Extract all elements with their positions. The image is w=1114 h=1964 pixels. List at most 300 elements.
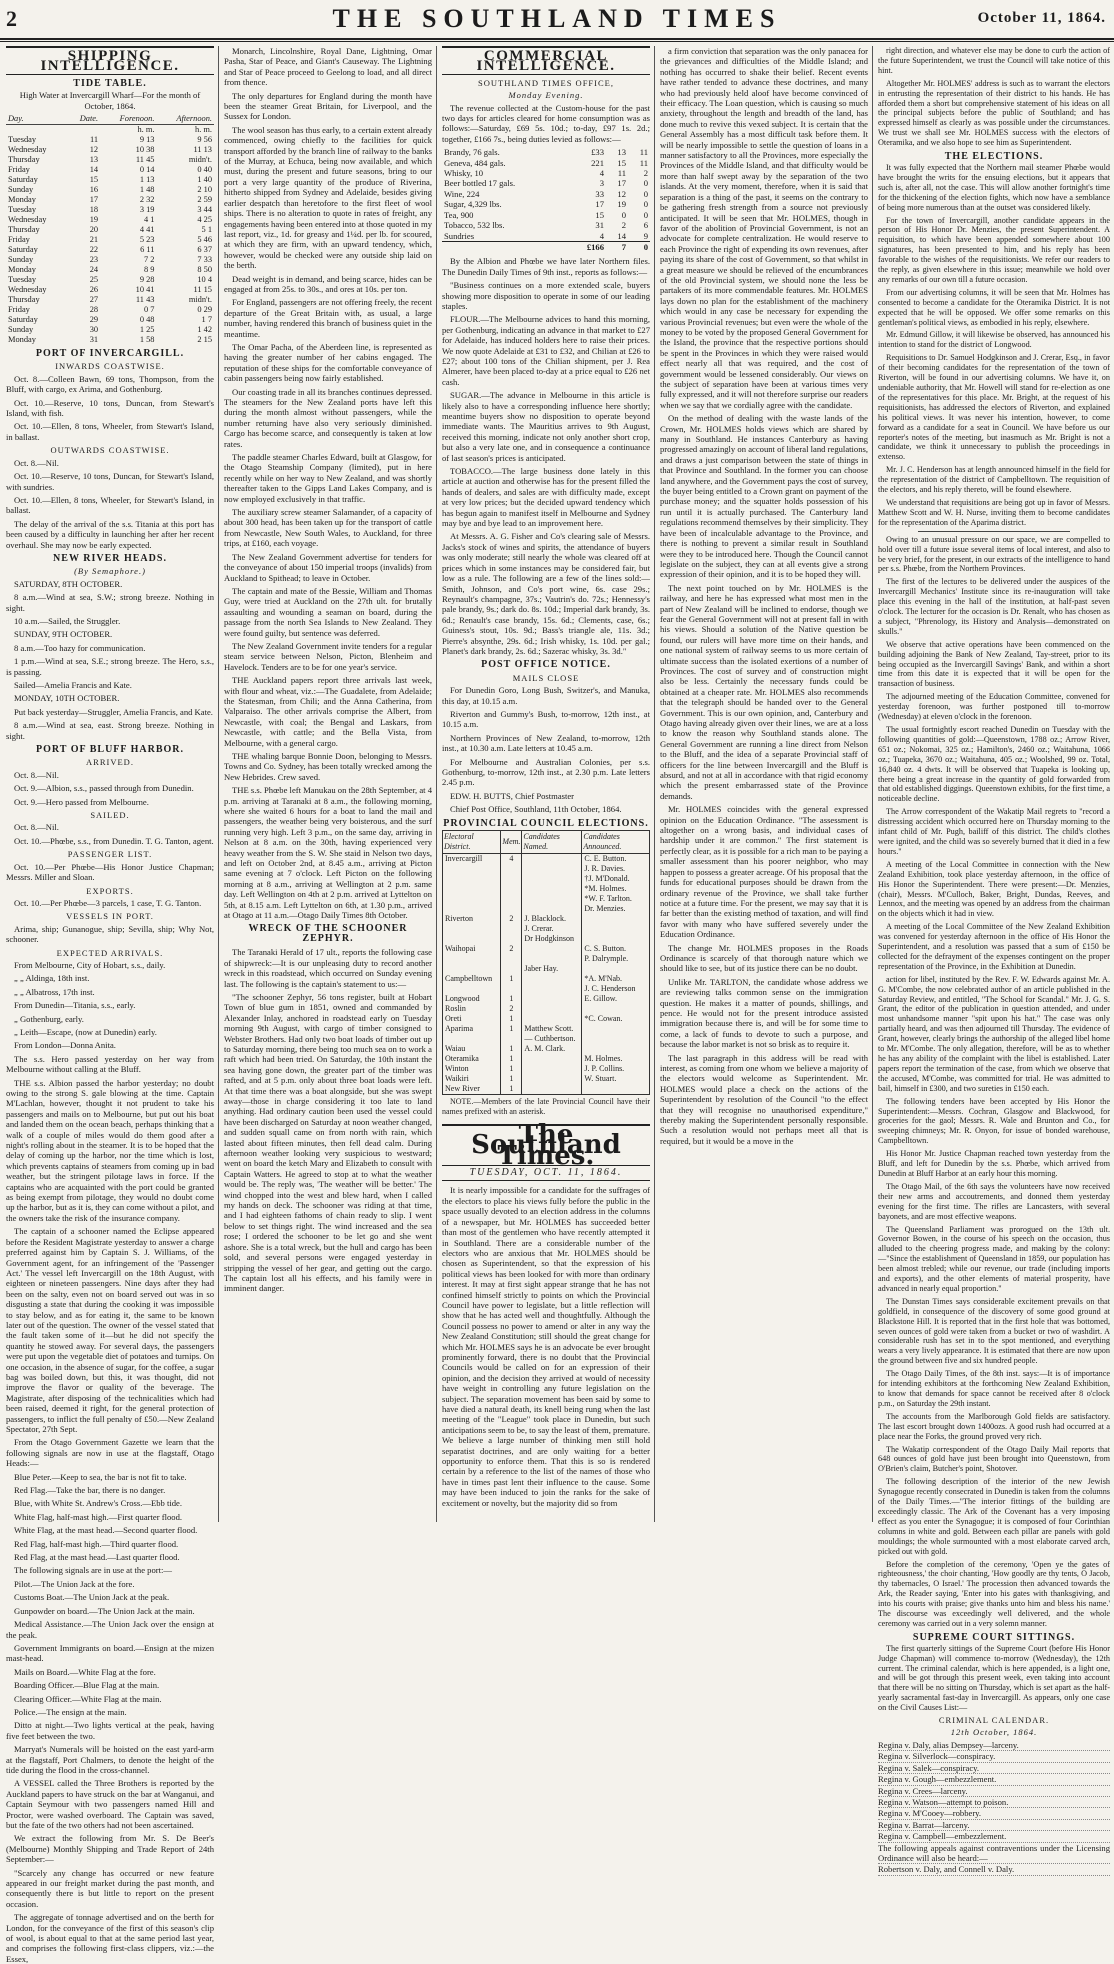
revenue-total-cell: 0	[628, 241, 650, 252]
paragraph: The Queensland Parliament was prorogued on the 13th ult. Governor Bowen, in the course of his speech on the occasion, thus alluded to the cheering progress made, and making by the colony:—"Since the establishment of Queensland in 1859, our population has been almost trebled; while our revenue, our trade (including imports and exports), and the other elements of material prosperity, have advanced in nearly equal proportion."	[878, 1224, 1110, 1293]
paragraph: TOBACCO.—The large business done lately in this article at auction and otherwise has for the present filled the hands of dealers, and sales are with difficulty made, except at very low prices; but the decided upward tendency which has begun again to manifest itself in Melbourne and Sydney may bye and bye lead to an improvement here.	[442, 466, 650, 529]
tide-cell: 31	[89, 335, 99, 345]
revenue-cell: 13	[617, 147, 626, 158]
elect-col-members: Mem.	[501, 831, 522, 854]
paragraph: The wool season has thus early, to a certain extent already commenced, owing chiefly to the facilities for quick transport afforded by the branch line of railway to the banks of the Murray, at Echuca, being now available, and which must, during the present and future seasons, bring to our port a very large quantity of the produce of Riverina, hitherto shipped from Sydney and Adelaide, besides giving earlier despatch than heretofore to the first fleet of wool ships. There is no alteration to quote in rates of freight, any engagements having been entered into at those quoted in my last report, viz., 1d. for greasy and 1¼d. per lb. for scoured, at which they are firm, with an upward tendency, which, however, would be checked were any outside ship laid on the berth.	[224, 124, 432, 271]
election-cell	[582, 964, 650, 974]
revenue-cell: Sundries	[444, 230, 475, 241]
election-cell: A. M. Clark.	[522, 1044, 582, 1054]
revenue-row	[442, 147, 650, 157]
election-cell: Campbelltown	[443, 974, 501, 994]
revenue-cell: 15	[595, 209, 604, 220]
tide-cell: 2 32	[139, 195, 155, 205]
election-cell: 1	[501, 1014, 522, 1024]
election-cell: Jaber Hay.	[522, 964, 582, 974]
election-cell: 1	[501, 1074, 522, 1084]
column-rule	[654, 46, 655, 1522]
semaphore-note: (By Semaphore.)	[74, 566, 146, 577]
paragraph: Regina v. Silverlock—conspiracy.	[878, 1751, 1110, 1762]
column-5-6	[878, 46, 1110, 1875]
tide-cell: 30	[89, 325, 99, 335]
column-rule	[436, 46, 437, 1522]
paragraph: Government Immigrants on board.—Ensign at the mizen mast-head.	[6, 1642, 214, 1664]
col6-articles	[878, 975, 1110, 1629]
paragraph: a firm conviction that separation was the only panacea for the grievances and difficulties of the Middle Island; and nothing has occurred to shake their belief. Recent events have rather tended to advance these doctrines, and many who had previously held aloof have become convinced of their efficacy. The Loan question, which is causing so much anxiety, throughout the length and breadth of the land, has done much to revive this vexed subject. It is certain that the General Assembly has a most difficult task before them. It will be nearly impossible to settle the question of loans in a manner satisfactory to all the Provinces, more especially the Provinces of the Middle Island, and that difficulty would be more than half swept away by the separation of the two islands. At the very moment, therefore, when it is said that separation is a thing of the past, it seems on the contrary to be gathering fresh strength from a source not previously anticipated. It will be seen that Mr. HOLMES, though in favor of the abolition of Provincial Government, is not an advocate for complete centralization. He would reserve to each Province the right of expending its own revenues, after paying its share of the cost of Government, so that whilst in a great measure we should be relieved of the encumbrances of the old Provincial system, we should none the less be partakers of its more commendable features. Mr. HOLMES lays down no plan for the establishment of the machinery which would in any case be necessary for expending the various Provincial revenues; but even were the whole of the money to be voted by the proposed General Government for the Island, the province that the respective portions should be spent in the Provinces in which they were raised would effect nearly all that was required, and the cost of government would be lessened considerably. Our views on the subject of separation have been at various times very fully expressed, and it will not therefore surprise our readers when we say that we cordially agree with the candidate.	[660, 46, 868, 410]
post-office-list	[442, 685, 650, 814]
paragraph: right direction, and whatever else may be done to curb the action of the future Superintendent, we trust the Council will take notice of this hint.	[878, 46, 1110, 75]
election-cell: 2	[501, 944, 522, 964]
tide-cell: 5 23	[139, 235, 155, 245]
revenue-cell: 221	[591, 157, 604, 168]
paragraph: We understand that requisitions are being got up in favor of Messrs. Matthew Scott and W. H. Nurse, inviting them to become candidates for the representation of the Aparima district.	[878, 497, 1110, 527]
election-cell: *A. M'Nab. J. C. Henderson	[582, 974, 650, 994]
paragraph: Blue, with White St. Andrew's Cross.—Ebb tide.	[14, 1498, 183, 1509]
tide-col-date: Date.	[68, 114, 101, 125]
tide-row	[6, 325, 214, 335]
revenue-cell: 4	[599, 230, 604, 241]
revenue-cell: Wine, 224	[444, 188, 480, 199]
tide-row	[6, 275, 214, 285]
paragraph: 8 a.m.—Wind at sea, S.W.; strong breeze. Nothing in sight.	[6, 592, 214, 613]
tide-cell: 3 44	[197, 205, 212, 215]
election-cell	[522, 1004, 582, 1014]
revenue-row	[442, 168, 650, 178]
paragraph: SATURDAY, 8TH OCTOBER.	[14, 578, 123, 589]
tide-row	[6, 195, 214, 205]
paragraph: The auxiliary screw steamer Salamander, of a capacity of about 300 head, has been taken up for the transport of cattle from Newcastle, New South Wales, to Auckland, for three trips, at £160, each voyage.	[224, 507, 432, 549]
paragraph: White Flag, half-mast high.—First quarter flood.	[14, 1511, 183, 1522]
election-row	[443, 1004, 650, 1014]
tide-cell: Wednesday	[8, 145, 47, 155]
election-cell	[522, 1084, 582, 1095]
paragraph: Oct. 8.—Nil.	[14, 822, 59, 833]
election-cell: C. E. Button. J. R. Davies. †J. M'Donald. *M. Holmes. *W. F. Tarlton. Dr. Menzies.	[582, 854, 650, 915]
election-cell: W. Stuart.	[582, 1074, 650, 1084]
election-cell: Invercargill	[443, 854, 501, 915]
revenue-cell: 2	[621, 220, 626, 231]
passenger-list	[6, 862, 214, 883]
tide-cell: 4 25	[197, 215, 212, 225]
paragraph: The captain of a schooner named the Eclipse appeared before the Resident Magistrate yesterday to answer a charge preferred against him by Captain S. J. Williams, of the Government agent, for an infringement of the 'Passenger Act.' The vessel left Invercargill on the 18th August, with eighteen or nineteen passengers. Nine days after they had been on the salty, even not on board served out was in so disgusting a state that during the cooking it was impossible to stay below, and as for eating it, the same to be known later out of the question. The owner of the vessel stated that the fault taken some of it—but he did not specify the quantity he stowed away. For several days, the passengers were put upon the vegetable diet of potatoes and turnips. On one occasion, in the absence of sugar, for the coffee, a sugar bag was boiled down, but this, it was thought, did not improve the flavor or quality of the beverage. The Magistrate, after disposing of the technicalities which had been raised, deemed it right, for the general protection of passengers, to inflict the full penalty of £50.—New Zealand Spectator, 27th Sept.	[6, 1226, 214, 1434]
elections-table	[442, 830, 650, 1095]
tide-cell: 1 7	[201, 315, 212, 325]
election-cell: New River	[443, 1084, 501, 1095]
tide-cell: Friday	[8, 165, 30, 175]
paragraph: The usual fortnightly escort reached Dunedin on Tuesday with the following quantities of gold:—Queenstown, 1788 oz.; Arrow River, 651 oz.; Nokomai, 325 oz.; Hamilton's, 2460 oz.; Waitahuna, 1066 oz.; Tuapeka, 3670 oz.; Waitahuna, 405 oz.; Woolshed, 99 oz. Total, 16,840 oz. 4 dwts. It will be observed that Tuapeka is looking up, there being a great increase in the quantity of gold forwarded from that old established diggings. Queenstown exhibits, for the first time, a noticeable decline.	[878, 725, 1110, 804]
election-cell	[522, 1014, 582, 1024]
paragraph: SUGAR.—The advance in Melbourne in this article is likely also to have a corresponding influence here shortly; meantime buyers show no disposition to operate beyond immediate wants. The Mauritius arrives to 9th August, received this morning, indicate not only another short crop, but also a very late one, and in consequence a continuance of last season's prices is anticipated.	[442, 390, 650, 463]
column-3	[442, 46, 650, 1522]
criminal-calendar-heading: CRIMINAL CALENDAR.	[938, 1715, 1050, 1726]
paragraph: „ Leith—Escape, (now at Dunedin) early.	[14, 1026, 157, 1037]
revenue-cell: 11	[639, 147, 648, 158]
paragraph: "Scarcely any change has occurred or new feature appeared in our freight market during the past month, and consequently there is but little to report on the present occasion.	[6, 1867, 214, 1909]
election-cell: J. P. Collins.	[582, 1064, 650, 1074]
paragraph: Regina v. Daly, alias Dempsey—larceny.	[878, 1740, 1110, 1751]
revenue-table-body	[442, 147, 650, 252]
paragraph: Mails on Board.—White Flag at the fore.	[14, 1666, 156, 1677]
paragraph: Customs Boat.—The Union Jack at the peak.	[14, 1592, 170, 1603]
elections-table-body	[443, 854, 650, 1095]
tide-cell: 15	[89, 175, 99, 185]
tide-cell: 7 33	[197, 255, 212, 265]
election-row	[443, 1014, 650, 1024]
paragraph: For England, passengers are not offering freely, the recent departure of the Great Britain with, as usual, a large number, having rendered this branch of business quiet in the meantime.	[224, 297, 432, 339]
tide-cell: 6 11	[140, 245, 155, 255]
election-cell: 4	[501, 854, 522, 915]
revenue-cell: 14	[617, 230, 626, 241]
paragraph: Oct. 10.—Ellen, 8 tons, Wheeler, for Stewart's Island, in ballast.	[6, 494, 214, 516]
paragraph: From Dunedin—Titania, s.s., early.	[14, 1000, 136, 1011]
tide-cell: Sunday	[8, 185, 34, 195]
election-cell	[582, 914, 650, 944]
revenue-row	[442, 220, 650, 230]
revenue-cell: 0	[621, 209, 626, 220]
heads-list	[6, 579, 214, 741]
revenue-cell: 0	[643, 199, 648, 210]
tide-cell: Friday	[8, 235, 30, 245]
election-row	[443, 1074, 650, 1084]
revenue-cell: £33	[591, 147, 604, 158]
tide-cell: 9 13	[139, 135, 155, 145]
paragraph: Boarding Officer.—Blue Flag at the main.	[14, 1680, 160, 1691]
paragraph: From London—Donna Anita.	[14, 1040, 116, 1051]
revenue-cell: 0	[643, 178, 648, 189]
revenue-cell: 2	[643, 168, 648, 179]
paragraph: "The schooner Zephyr, 56 tons register, built at Hobart Town of blue gum in 1851, owned and commanded by Alexander Inlay, anchored in roadstead early on Tuesday morning 9th August, with cargo of timber consigned to Webster Brothers. Had only two boat loads of timber out up to Saturday morning, there being too much sea on to work a raft which had been tried. On Saturday, the 10th instant the sea having gone down, the greater part of the timber was rafted, and at 5 p.m. only about three boat loads were left. At that time there was a boat alongside, but she was swept away—those in charge considering it too late to land anything. Had ordinary caution been used the vessel could have been discharged on Saturday at noon weather changed, and sudden squall came on from north with rain, which lasted about fifteen minutes, then fell dead calm. During afternoon weather looking very suspicious to westward; went on board the ketch Mary and Elizabeth to consult with Captain Watters. He agreed to stop at to what the weather would be. The reply was, 'The weather will be better.' The wind chopped into the west and blew hard, when I called my hands on deck. The schooner was riding at that time, and I had eighteen fathoms of chain ready to slip. I went below to set things right. The wind increased and the sea rose; I ordered the schooner to be let go and she went ashore. She is a total wreck, but the hull and cargo has been sold, and several persons were engaged yesterday in stripping the vessel of her gear, and getting out the cargo. The captain lost all his effects, and his family were in imminent danger.	[224, 991, 432, 1294]
election-cell: 2	[501, 1004, 522, 1014]
revenue-cell: Geneva, 484 gals.	[444, 157, 506, 168]
col3-articles	[442, 256, 650, 656]
election-cell: 1	[501, 1044, 522, 1054]
election-cell: 1	[501, 1084, 522, 1095]
paragraph: It was fully expected that the Northern mail steamer Phœbe would have brought the writs for the ensuing elections, but it appears that such is, after all, not the case. This will allow another fortnight's time for the thickening of the election fights, which now have a semblance of being more numerous than at the outset was considered likely.	[878, 162, 1110, 212]
paragraph: Mr. HOLMES coincides with the general expressed opinion on the Education Ordinance. "The assessment is altogether on a wrong basis, and individual cases of hardship under it are common." The first statement is perfectly clear, as it is possible for a rich man to be paying a smaller assessment than his poorer neighbor, who may happen to possess a greater acreage. Of his proposal that the funds for educational purposes should be drawn from the ordinary revenue of the Province, we shall take further notice at a future time. For the present, we may say that it is far better than the existing method of taxation, and will find favor with many who have suffered severely under the Education Ordinance.	[660, 804, 868, 940]
tide-cell: 0 29	[197, 305, 212, 315]
paragraph: Altogether Mr. HOLMES' address is such as to warrant the electors in entrusting the representation of their district to his hands. He has afforded them a short but comprehensive statement of his ideas on all the principal subjects before the public of Southland; and has expressed himself as clearly as was possible under the circumstances. We trust we shall see Mr. HOLMES success with the electors of Oteramika, and we also hope to see him as Superintendent.	[878, 78, 1110, 148]
column-rule	[218, 46, 219, 1522]
paragraph: We extract the following from Mr. S. De Beer's (Melbourne) Monthly Shipping and Trade Report of 24th September:—	[6, 1833, 214, 1865]
tide-cell: 2 10	[197, 185, 212, 195]
paragraph: Northern Provinces of New Zealand, to-morrow, 12th inst., at 10.30 a.m. Late letters at 10.45 a.m.	[442, 732, 650, 754]
tide-row	[6, 175, 214, 185]
tide-row	[6, 155, 214, 165]
tide-table-heading: TIDE TABLE.	[73, 77, 147, 89]
paragraph: Red Flag, at the mast head.—Last quarter flood.	[14, 1552, 180, 1563]
election-cell: Longwood	[443, 994, 501, 1004]
paragraph: For Dunedin Goro, Long Bush, Switzer's, and Manuka, this day, at 10.15 a.m.	[442, 685, 650, 706]
tide-table-body	[6, 135, 214, 345]
tide-row	[6, 165, 214, 175]
election-row	[443, 974, 650, 994]
paragraph: The New Zealand Government advertise for tenders for the conveyance of about 150 imperial troops (invalids) from Auckland to Spithead; to leave in October.	[224, 551, 432, 583]
tide-row	[6, 295, 214, 305]
tide-cell: 4 41	[139, 225, 155, 235]
revenue-cell: 0	[643, 209, 648, 220]
tide-cell: 4 1	[144, 215, 155, 225]
revenue-cell: 31	[595, 220, 604, 231]
paragraph: Regina v. Crees—larceny.	[878, 1786, 1110, 1797]
paragraph: Marryat's Numerals will be hoisted on the east yard-arm at the flagstaff, Port Chalmers, to denote the height of the tide during the flood in the cross-channel.	[6, 1744, 214, 1775]
election-cell	[582, 1004, 650, 1014]
tide-cell: 0 40	[197, 165, 212, 175]
paragraph: A VESSEL called the Three Brothers is reported by the Auckland papers to have struck on the bar at Wanganui, and Captain Seymour with two passengers named Hill and Proctor, were washed overboard. The Captain was saved, but the fate of the two others had not been ascertained.	[6, 1778, 214, 1830]
tide-cell: 1 25	[139, 325, 155, 335]
election-cell: Roslin	[443, 1004, 501, 1014]
tide-cell: 21	[89, 235, 99, 245]
paragraph: The following tenders have been accepted by His Honor the Superintendent:—Messrs. Cochran, Glasgow and Blackwood, for groceries for the gaol; Messrs. R. Wale and Brunton and Co., for sweeping chimneys; Mr. R. Onyon, for issue of bonded warehouse, Campbelltown.	[878, 1096, 1110, 1146]
masthead-rule	[0, 41, 1114, 42]
paragraph: The Dunstan Times says considerable excitement prevails on that goldfield, in consequence of the discovery of some good ground at Blackstone Hill. It is reported that in the first hole that was bottomed, seven ounces of gold were taken from a bucket or two of washdirt. A considerable rush has set in to the spot mentioned, and everything wears a very lively appearance. It is estimated that there are now upon the ground between five and six hundred people.	[878, 1296, 1110, 1366]
paragraph: The accounts from the Marlborough Gold fields are satisfactory. The last escort brought down 1400ozs. A good rush had occurred at a place near the Forks, the ground proved very rich.	[878, 1411, 1110, 1441]
revenue-row	[442, 158, 650, 168]
paragraph: MONDAY, 10TH OCTOBER.	[14, 693, 120, 704]
tide-cell: 22	[89, 245, 99, 255]
paragraph: Clearing Officer.—White Flag at the main.	[14, 1693, 162, 1704]
col2-articles	[224, 46, 432, 1294]
revenue-cell: 17	[595, 199, 604, 210]
tide-row	[6, 185, 214, 195]
paragraph: Oct. 10.—Per Phœbe—His Honor Justice Chapman; Messrs. Miller and Sloan.	[6, 861, 214, 883]
inwards-heading: INWARDS COASTWISE.	[55, 361, 165, 372]
issue-date: October 11, 1864.	[977, 10, 1106, 26]
tide-row	[6, 225, 214, 235]
revenue-row	[442, 199, 650, 209]
election-cell: Waihopai	[443, 944, 501, 964]
paragraph: A meeting of the Local Committee of the New Zealand Exhibition was convened for yesterday afternoon in the office of His Honor the Superintendent, and a resolution was passed that a sum of £150 be collected for the defrayment of the expenses contingent on the proper representation of the Province, in the Exhibition at Dunedin.	[878, 922, 1110, 971]
revenue-cell: 11	[639, 157, 648, 168]
paragraph: Regina v. M'Cooey—robbery.	[878, 1808, 1110, 1819]
paragraph: EDW. H. BUTTS, Chief Postmaster	[450, 790, 575, 801]
col5-local-news	[878, 535, 1110, 972]
paragraph: The adjourned meeting of the Education Committee, convened for yesterday forenoon, was further postponed till to-morrow (Wednesday) at eleven o'clock in the forenoon.	[878, 692, 1110, 722]
paragraph: Monarch, Lincolnshire, Royal Dane, Lightning, Omar Pasha, Star of Peace, and Giant's Causeway. The Lightning and Star of Peace proceed to Geelong to load, and all direct from thence.	[224, 46, 432, 88]
election-cell: 1	[501, 994, 522, 1004]
paragraph: 8 a.m.—Wind at sea, east. Strong breeze. Nothing in sight.	[6, 720, 214, 741]
paragraph: Regina v. Barrat—larceny.	[878, 1820, 1110, 1831]
tide-col-day: Day.	[6, 114, 68, 125]
tide-cell: 1 48	[139, 185, 155, 195]
election-cell: C. S. Button. P. Dalrymple.	[582, 944, 650, 964]
expected-arrivals-heading: EXPECTED ARRIVALS.	[56, 947, 164, 958]
tide-cell: 8 9	[144, 265, 155, 275]
revenue-cell: Whisky, 10	[444, 168, 484, 179]
editorial-dateline: TUESDAY, OCT. 11, 1864.	[442, 1168, 650, 1181]
tide-cell: 25	[89, 275, 99, 285]
paragraph: The following signals are in use at the port:—	[14, 1565, 172, 1576]
tide-row	[6, 205, 214, 215]
paragraph: Oct. 10.—Per Phœbe—3 parcels, 1 case, T. G. Tanton.	[14, 897, 202, 908]
revenue-row	[442, 231, 650, 242]
paragraph: 10 a.m.—Sailed, the Struggler.	[14, 615, 121, 626]
revenue-cell: 9	[643, 230, 648, 241]
tide-cell: Thursday	[8, 295, 40, 305]
tide-row	[6, 235, 214, 245]
paragraph: The Wakatip correspondent of the Otago Daily Mail reports that 648 ounces of gold have just been brought into Queenstown, from O'Brien's claim, Butcher's point, Shotover.	[878, 1444, 1110, 1474]
paragraph: The first of the lectures to be delivered under the auspices of the Invercargill Mechanics' Institute since its re-inauguration will take place this evening in the hall of the institution, at half-past seven o'clock. The lecturer for the occasion is Dr. Renalt, who has chosen as a subject, "Phrenology, its History and Analysis—demonstrated on skulls."	[878, 577, 1110, 636]
tide-row	[6, 305, 214, 315]
paragraph: THE s.s. Albion passed the harbor yesterday; no doubt owing to the strong S. gale blowing at the time. Captain M'Lachlan, however, thought it not prudent to take his passengers and mails on to Melbourne, but put out his boat and landed them on the ocean beach, perhaps thinking that a walk of a couple of miles would do them good after a night's rolling about in the steamer. It is to be hoped that the delay of coming up the harbor, nor the time which is lost, which prevents captains of steamers from coming up in bad weather, but the stringent pilotage laws in force. If the captains who are acquainted with the port could be granted as being exempt from pilotage, they would no doubt come up the harbor, but as it is, they can come without a pilot, and the owners take the risk of the insurance company.	[6, 1077, 214, 1223]
revenue-total-cell	[442, 241, 584, 252]
election-cell	[582, 1024, 650, 1044]
tide-cell: Thursday	[8, 225, 40, 235]
tide-cell: 10 4	[197, 275, 212, 285]
supreme-court-heading: SUPREME COURT SITTINGS.	[912, 1631, 1076, 1643]
revenue-cell: Brandy, 76 gals.	[444, 147, 500, 158]
column-1	[6, 46, 214, 1964]
paragraph: The Omar Pacha, of the Aberdeen line, is represented as having the greater number of her cabins engaged. The reputation of these ships for the comfortable conveyance of cabin passengers being now fairly established.	[224, 341, 432, 384]
paragraph: The last paragraph in this address will be read with interest, as coming from one whom we believe a majority of the electors would welcome as Superintendent. Mr. HOLMES would place a check on the actions of the Superintendent by resolution of the Council "to the effect that they will recognise no unauthorised expenditure," thereby making the Superintendent personally responsible. Such a resolution would not perhaps meet all that is required, but it would be a move in the	[660, 1052, 868, 1146]
tide-cell: 28	[89, 305, 99, 315]
tide-cell: Wednesday	[8, 215, 47, 225]
election-cell	[501, 964, 522, 974]
election-cell: Matthew Scott. — Cuthbertson.	[522, 1024, 582, 1044]
election-cell	[582, 1044, 650, 1054]
criminal-calendar	[878, 1740, 1110, 1876]
paragraph: For Melbourne and Australian Colonies, per s.s. Gothenburg, to-morrow, 12th inst., at 2.30 p.m. Late letters 2.45 p.m.	[442, 756, 650, 788]
paragraph: By the Albion and Phœbe we have later Northern files. The Dunedin Daily Times of 9th inst., reports as follows:—	[442, 256, 650, 277]
bluff-sailed-heading: SAILED.	[90, 810, 130, 821]
paragraph: Red Flag.—Take the bar, there is no danger.	[14, 1485, 166, 1496]
tide-cell: 9 56	[197, 135, 212, 145]
paragraph: White Flag, at the mast head.—Second quarter flood.	[14, 1525, 198, 1536]
tide-cell: 13	[89, 155, 99, 165]
revenue-cell: 19	[617, 199, 626, 210]
paragraph: Owing to an unusual pressure on our space, we are compelled to hold over till a future issue several items of local interest, and also to be very brief, for the present, in our extracts of the intelligence to hand per s.s. Phœbe, from the Northern Provinces.	[878, 534, 1110, 574]
revenue-cell: 0	[643, 188, 648, 199]
new-river-heads-heading: NEW RIVER HEADS.	[53, 552, 167, 564]
paragraph: Sailed—Amelia Francis and Kate.	[14, 680, 132, 690]
paragraph: „ Gothenburg, early.	[14, 1013, 84, 1024]
election-row	[443, 1044, 650, 1054]
post-office-heading: POST OFFICE NOTICE.	[481, 659, 611, 671]
election-row	[443, 994, 650, 1004]
tide-cell: 20	[89, 225, 99, 235]
election-cell: Oteramika	[443, 1054, 501, 1064]
tide-row	[6, 315, 214, 325]
tide-cell: 27	[89, 295, 99, 305]
paragraph: The following description of the interior of the new Jewish Synagogue recently consecrated in Dunedin is taken from the columns of the Daily Times.—"The interior fittings of the building are exceedingly classic. The Ark of the Covenant has a very imposing effect as you enter the Synagogue; it is composed of four Corinthian columns in white and gold. Between each pillar are panels with gold mouldings; the whole surmounted with a most elaborate carved arch, picked out with gold.	[878, 1477, 1110, 1556]
paragraph: The following appeals against contraventions under the Licensing Ordinance will also be heard:—	[878, 1842, 1110, 1863]
revenue-cell: 17	[617, 178, 626, 189]
tide-col-afternoon: Afternoon.	[156, 114, 214, 125]
paragraph: Robertson v. Daly, and Connell v. Daly.	[878, 1864, 1110, 1875]
paragraph: Put back yesterday—Struggler, Amelia Francis, and Kate.	[14, 706, 213, 717]
election-row	[443, 914, 650, 944]
election-row	[443, 944, 650, 964]
bluff-sailed-list	[6, 822, 214, 846]
elections-table-heading: PROVINCIAL COUNCIL ELECTIONS.	[443, 817, 649, 829]
tide-row	[6, 255, 214, 265]
outwards-list	[6, 458, 214, 516]
tide-cell: 5 1	[201, 225, 212, 235]
paragraph: Oct. 9.—Hero passed from Melbourne.	[14, 796, 149, 807]
election-cell	[522, 854, 582, 915]
paragraph: Oct. 8.—Nil.	[14, 769, 59, 780]
tide-cell: 18	[89, 205, 99, 215]
paragraph: Regina v. Salek—conspiracy.	[878, 1763, 1110, 1774]
election-cell: Riverton	[443, 914, 501, 944]
election-cell	[443, 964, 501, 974]
supreme-court-intro: The first quarterly sittings of the Supreme Court (before His Honor Judge Chapman) will commence to-morrow (Wednesday), the 12th current. The criminal calendar, which is here appended, is a light one, and will be got through this present week, even taking into account that there will be no sitting on Thursday, which is set apart as the half-yearly sacramental fast-day in Invercargill. As appears, only one case on the Civil Causes List:—	[878, 1643, 1110, 1713]
col4-articles	[660, 46, 868, 1146]
tide-row	[6, 265, 214, 275]
column-2	[224, 46, 432, 1522]
election-cell	[522, 1074, 582, 1084]
tide-cell: Monday	[8, 335, 36, 345]
office-date: Monday Evening.	[508, 90, 584, 101]
tide-cell: Saturday	[8, 175, 38, 185]
election-cell: Waiau	[443, 1044, 501, 1054]
tide-row	[6, 335, 214, 345]
col5-articles	[878, 46, 1110, 148]
tide-cell: 1 58	[139, 335, 155, 345]
paragraph: Our coasting trade in all its branches continues depressed. The steamers for the New Zealand ports have left this during the month almost without passengers, while the number returning have also very seriously diminished. Cargo has become scarce, and consequently is taken at low rates.	[224, 386, 432, 449]
election-cell: 1	[501, 1054, 522, 1064]
election-row	[443, 1054, 650, 1064]
tide-cell: 2 15	[197, 335, 212, 345]
paragraph: Ditto at night.—Two lights vertical at the peak, having five feet between the two.	[6, 1720, 214, 1741]
tide-cell: midn't.	[188, 155, 212, 165]
revenue-cell: Beer bottled 17 gals.	[444, 178, 516, 189]
paragraph: "Business continues on a more extended scale, buyers showing more disposition to operate in some of our leading staples.	[442, 280, 650, 311]
paragraph: The change Mr. HOLMES proposes in the Roads Ordinance is scarcely of that thorough nature which we should like to see, but of its justice there can be no doubt.	[660, 942, 868, 974]
port-invercargill-heading: PORT OF INVERCARGILL.	[35, 348, 185, 360]
paragraph: Oct. 10.—Reserve, 10 tons, Duncan, from Stewart's Island, with fish.	[6, 397, 214, 419]
paragraph: Oct. 8.—Nil.	[14, 457, 59, 468]
paragraph: The New Zealand Government invite tenders for a regular steam service between Nelson, Picton, Blenheim and Havelock. Tenders are to be for one year's service.	[224, 640, 432, 672]
paragraph: Chief Post Office, Southland, 11th October, 1864.	[450, 804, 622, 815]
tide-cell: 1 40	[197, 175, 212, 185]
tide-cell: 10 38	[135, 145, 155, 155]
editorial-text	[442, 1185, 650, 1508]
tide-unit: h. m.	[137, 125, 155, 135]
election-cell	[522, 944, 582, 964]
paragraph: Before the completion of the ceremony, 'Open ye the gates of righteousness,' the choir chanting, 'How goodly are thy tents, O Jacob, thy tabernacles, O Israel.' The procession then advanced towards the Ark, the Reader saying, 'Enter into his gates with thanksgiving, and into his courts with praise; give thanks unto him and bless his name.' The discourse was exceedingly well delivered, and the whole ceremony was carried out in a very solemn manner.	[878, 1559, 1110, 1628]
paragraph: It is nearly impossible for a candidate for the suffrages of the electors to place his views fully before the public in the space usually devoted to an election address in the columns of a newspaper, but Mr. HOLMES has succeeded better than most of the gentlemen who have recently attempted it in Southland. There are a considerable number of the electors who are anxious that Mr. HOLMES should be chosen as Superintendent, so that the expression of his political views has been looked for with more than ordinary interest. It may at first sight appear strange that he has not confined himself strictly to points on which the Provincial Council have power to legislate, but a little reflection will show that he has acted well and thoughtfully. Although the Council possess no power to amend or alter in any way the New Zealand Constitution; still should the great change for which Mr. HOLMES says he is an advocate be ever brought prominently forward, there is no doubt that the Provincial Councils would be called on for an expression of their opinion, and the decision they arrived at would of necessity have weight in controlling any future legislation on the subject. The separation movement has been said by some to have died a natural death, its knell being rung when the last meeting of the "League" took place in Dunedin, but such anticipations seem to be, to say the least of them, premature. We believe a large number of thinking men still hold separatist doctrines, and are only waiting for a better opportunity to enforce them. That this is so is rendered certain by a reference to the list of the names of those who have in times past lent their influence to the cause. Some may have been induced to join the ranks for the sake of excitement or novelty, but the majority did so from	[442, 1185, 650, 1508]
election-cell: J. Blacklock. J. Crerar. Dr Hodgkinson	[522, 914, 582, 944]
revenue-cell: 11	[617, 168, 626, 179]
election-cell	[522, 1064, 582, 1074]
newspaper-title: THE SOUTHLAND TIMES	[332, 4, 782, 33]
calendar-date: 12th October, 1864.	[950, 1727, 1038, 1737]
revenue-total-cell: £166	[584, 241, 606, 252]
paper-title-gothic: The Southland Times.	[442, 1124, 650, 1166]
paragraph: Mr. J. C. Henderson has at length announced himself in the field for the representation of the district of Campbelltown. The requisition of the electors, and his reply thereto, will be found elsewhere.	[878, 465, 1110, 495]
election-cell: Aparima	[443, 1024, 501, 1044]
tide-cell: 19	[89, 215, 99, 225]
revenue-intro: The revenue collected at the Custom-house for the past two days for articles cleared for home consumption was as follows:—Saturday, £69 5s. 10d.; to-day, £97 1s. 2d.; together, £166 7s., being duties levied as follows:—	[442, 102, 650, 144]
paragraph: 1 p.m.—Wind at sea, S.E.; strong breeze. The Hero, s.s., is passing.	[6, 656, 214, 677]
column-4	[660, 46, 868, 1522]
col1-articles	[6, 1054, 214, 1964]
tide-cell: 12	[89, 145, 99, 155]
paragraph: „ „ Aldinga, 18th inst.	[14, 973, 90, 984]
paragraph: Oct. 10.—Phœbe, s.s., from Dunedin. T. G. Tanton, agent.	[14, 835, 214, 846]
titania-note: The delay of the arrival of the s.s. Titania at this port has been caused by a difficulty in launching her after her recent overhaul. She may now be early expected.	[6, 518, 214, 550]
paragraph: Oct. 10.—Reserve, 10 tons, Duncan, for Stewart's Island, with sundries.	[6, 471, 214, 492]
outwards-heading: OUTWARDS COASTWISE.	[50, 445, 170, 456]
tide-cell: Tuesday	[8, 205, 37, 215]
elect-col-named: Candidates Named.	[522, 831, 582, 854]
vessels-in-port-heading: VESSELS IN PORT.	[66, 911, 154, 922]
tide-cell: 9 28	[139, 275, 155, 285]
paragraph: Riverton and Gummy's Bush, to-morrow, 12th inst., at 10.15 a.m.	[442, 708, 650, 730]
paragraph: The Taranaki Herald of 17 ult., reports the following case of shipwreck:—It is our unpleasing duty to record another wreck in this roadstead, which occurred on Sunday evening last. The following is the captain's statement to us:—	[224, 947, 432, 989]
paragraph: Dead weight is in demand, and being scarce, hides can be engaged at from 25s. to 30s., and ores at 10s. per ton.	[224, 273, 432, 294]
elections-articles	[878, 163, 1110, 528]
paragraph: Gunpowder on board.—The Union Jack at the main.	[14, 1605, 195, 1616]
